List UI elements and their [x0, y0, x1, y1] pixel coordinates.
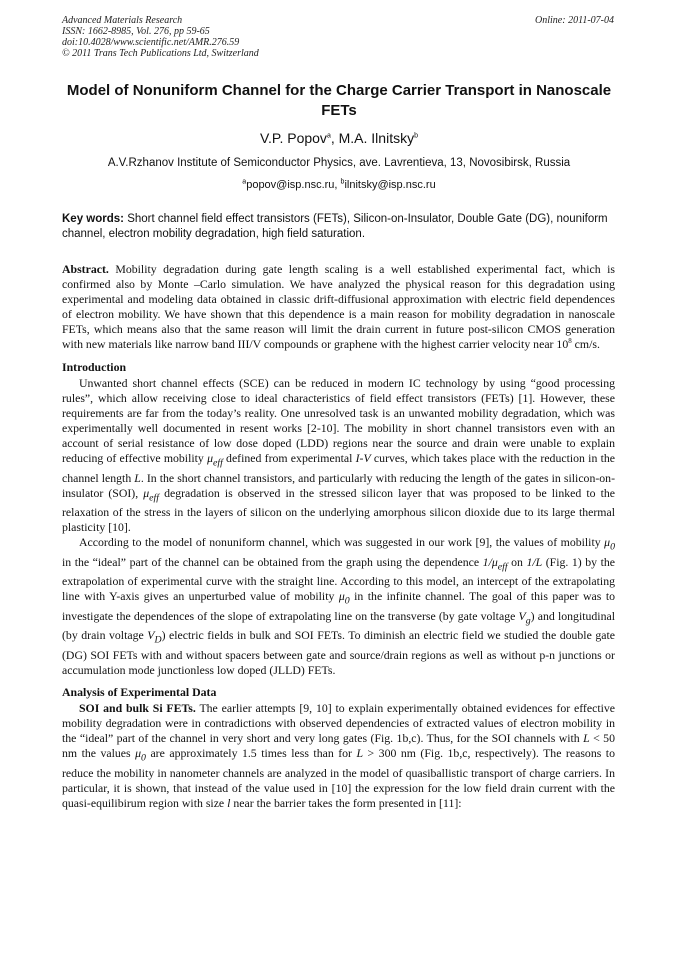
intro-p1-text-e: degradation is observed in the stressed silicon layer that was proposed to be linked to the relaxation of the stress in the layers of silicon on the underlying amorphous silicon dioxide due to its large thermal plasticity [10]. [62, 485, 615, 535]
mu-eff-symbol-2 [143, 485, 159, 504]
analysis-heading: Analysis of Experimental Data [62, 684, 217, 699]
journal-copyright: © 2011 Trans Tech Publications Ltd, Switzerland [62, 48, 259, 59]
vg-letter: V [518, 608, 526, 623]
length-symbol: L [134, 470, 141, 485]
analysis-text-d: > 300 nm (Fig. 1b,c, respectively). The reasons to reduce the mobility in nanometer channels are analyzed in the model of quasiballistic transport of charge carriers. In particular, it is shown, that instead of the value used in [10] the expression for the low field drain current with the quasi-equilibirum region with size [62, 746, 615, 810]
analysis-length-symbol-2: L [356, 746, 364, 761]
intro-p1-text-b: defined from experimental [222, 451, 356, 466]
intro-p2-text-d: (Fig. 1) by the extrapolation of experimental curve with the straight line. According to this model, an intercept of the extrapolating line with Y-axis gives an unperturbed value of mobility [62, 554, 615, 604]
journal-name: Advanced Materials Research [62, 15, 183, 26]
analysis-mu0-symbol [135, 746, 146, 764]
keywords-text: Short channel field effect transistors (FETs), Silicon-on-Insulator, Double Gate (DG), nouniform channel, electron mobility degradation, high field saturation. [62, 213, 608, 240]
intro-p1-text-c: curves, which takes place with the reduction in the channel length [62, 451, 615, 485]
analysis-text-c: are approximately 1.5 times less than for [145, 746, 357, 761]
abstract-exponent: 8 [568, 337, 572, 346]
intro-p1-text-a: Unwanted short channel effects (SCE) can be reduced in modern IC technology by using “good processing rules”, which allow receiving close to ideal characteristics of field effect transistors (FETs) [1]. However, these requirements are far from the today’s reality. One unresolved task is an unwanted mobility degradation, which was experimentally well documented in resent works [2-10]. The mobility in short channel transistors even with an account of serial resistance of low dose doped (LDD) regions near the source and drain were unable to explain reducing of effective mobility [62, 375, 615, 466]
intro-heading: Introduction [62, 359, 127, 374]
analysis-paragraph-1 [62, 701, 615, 811]
abstract [62, 262, 615, 353]
mu0-symbol [604, 535, 615, 553]
mu-letter-2: μ [143, 485, 150, 500]
email-a: popov@isp.nsc.ru, [246, 179, 341, 191]
journal-header [62, 15, 259, 59]
intro-p2-text-c: on [507, 554, 527, 569]
journal-doi: doi:10.4028/www.scientific.net/AMR.276.59 [62, 37, 240, 48]
analysis-run-head: SOI and bulk Si FETs. [79, 700, 196, 715]
mu-letter: μ [207, 451, 213, 466]
inverse-mu-text: 1/μ [482, 554, 498, 569]
vd-letter: V [147, 628, 155, 643]
abstract-text-1: Mobility degradation during gate length scaling is a well established experimental fact, which is confirmed also by Monte –Carlo simulation. We have analyzed the physical reason for this degradation using experimental and modeling data obtained in classic drift-diffusional approximation with electric field dependences of electron mobility. We have shown that this dependence is a main reason for mobility degradation in nanoscale FETs, which means also that the same reason will limit the drain current in future post-silicon CMOS generation with new materials like narrow band III/V compounds or graphene with the highest carrier velocity near 10 [62, 262, 615, 352]
inverse-length-symbol: 1/L [526, 554, 543, 569]
email-a-mark: a [242, 178, 247, 186]
intro-p2-text-f: ) and longitudinal (by drain voltage [62, 608, 615, 643]
intro-p2-text-b: in the “ideal” part of the channel can be obtained from the graph using the dependence [62, 554, 483, 569]
author-list [60, 130, 618, 146]
intro-p1-text-d: . In the short channel transistors, and particularly with reducing the length of the gates in silicon-on-insulator (SOI), [62, 470, 616, 500]
region-size-symbol: l [227, 795, 231, 810]
keywords [62, 212, 615, 242]
intro-p2-text-a: According to the model of nonuniform channel, which was suggested in our work [9], the values of mobility [79, 535, 605, 550]
email-b-mark: b [340, 178, 345, 186]
analysis-mu0-subscript: 0 [141, 752, 146, 764]
analysis-mu0-letter: μ [135, 746, 142, 761]
mu0-symbol-2 [338, 589, 350, 607]
journal-issn: ISSN: 1662-8985, Vol. 276, pp 59-65 [62, 26, 210, 37]
mu0-subscript-2: 0 [344, 595, 350, 607]
mu-eff-symbol [207, 451, 223, 469]
mu-eff-subscript-2: eff [149, 492, 159, 504]
mu0-letter-2: μ [338, 589, 345, 604]
analysis-text-b: < 50 nm the values [62, 731, 615, 761]
intro-paragraph-1 [62, 376, 615, 536]
author-emails [60, 179, 618, 191]
author-2: M.A. Ilnitsky [338, 130, 415, 146]
author-1: V.P. Popov [259, 130, 327, 146]
abstract-text-2: cm/s. [571, 337, 600, 352]
author-2-affil-mark: b [414, 132, 418, 140]
keywords-label: Key words: [62, 213, 124, 225]
vg-symbol [518, 608, 531, 627]
email-b: ilnitsky@isp.nsc.ru [344, 179, 436, 191]
mu0-letter: μ [604, 535, 611, 550]
analysis-text-e: near the barrier takes the form presented in [11]: [230, 795, 462, 810]
paper-body [62, 262, 615, 811]
abstract-label: Abstract. [62, 262, 109, 276]
analysis-length-symbol: L [583, 731, 590, 746]
mu-eff-subscript: eff [212, 457, 223, 469]
intro-paragraph-2 [62, 535, 615, 678]
inverse-mu-subscript: eff [497, 561, 508, 573]
intro-p2-text-e: in the infinite channel. The goal of this paper was to investigate the dependences of the slope of extrapolating line on the transverse (by gate voltage [62, 589, 615, 623]
inverse-mu-symbol [482, 554, 508, 573]
online-date: Online: 2011-07-04 [535, 15, 614, 26]
affiliation: A.V.Rzhanov Institute of Semiconductor Physics, ave. Lavrentieva, 13, Novosibirsk, Russia [107, 157, 571, 169]
author-separator: , [330, 130, 339, 146]
vd-subscript: D [154, 634, 162, 646]
iv-symbol: I-V [355, 451, 371, 466]
vg-subscript: g [525, 615, 531, 627]
analysis-text-a: The earlier attempts [9, 10] to explain experimentally obtained evidences for effective mobility degradation were in contradictions with observed dependencies of extracted values of electron mobility in the “ideal” part of the channel in very short and very long gates (Fig. 1b,c). Thus, for the SOI channels with [62, 700, 616, 746]
mu0-subscript: 0 [610, 541, 615, 553]
paper-title: Model of Nonuniform Channel for the Charge Carrier Transport in Nanoscale FETs [66, 82, 612, 119]
vd-symbol [147, 628, 162, 646]
intro-p2-text-g: ) electric fields in bulk and SOI FETs. To diminish an electric field we studied the double gate (DG) SOI FETs with and without spacers between gate and source/drain regions as well as without p-n junctions or accumulation mode junctionless low doped (JLLD) FETs. [62, 628, 615, 677]
author-1-affil-mark: a [326, 132, 331, 140]
